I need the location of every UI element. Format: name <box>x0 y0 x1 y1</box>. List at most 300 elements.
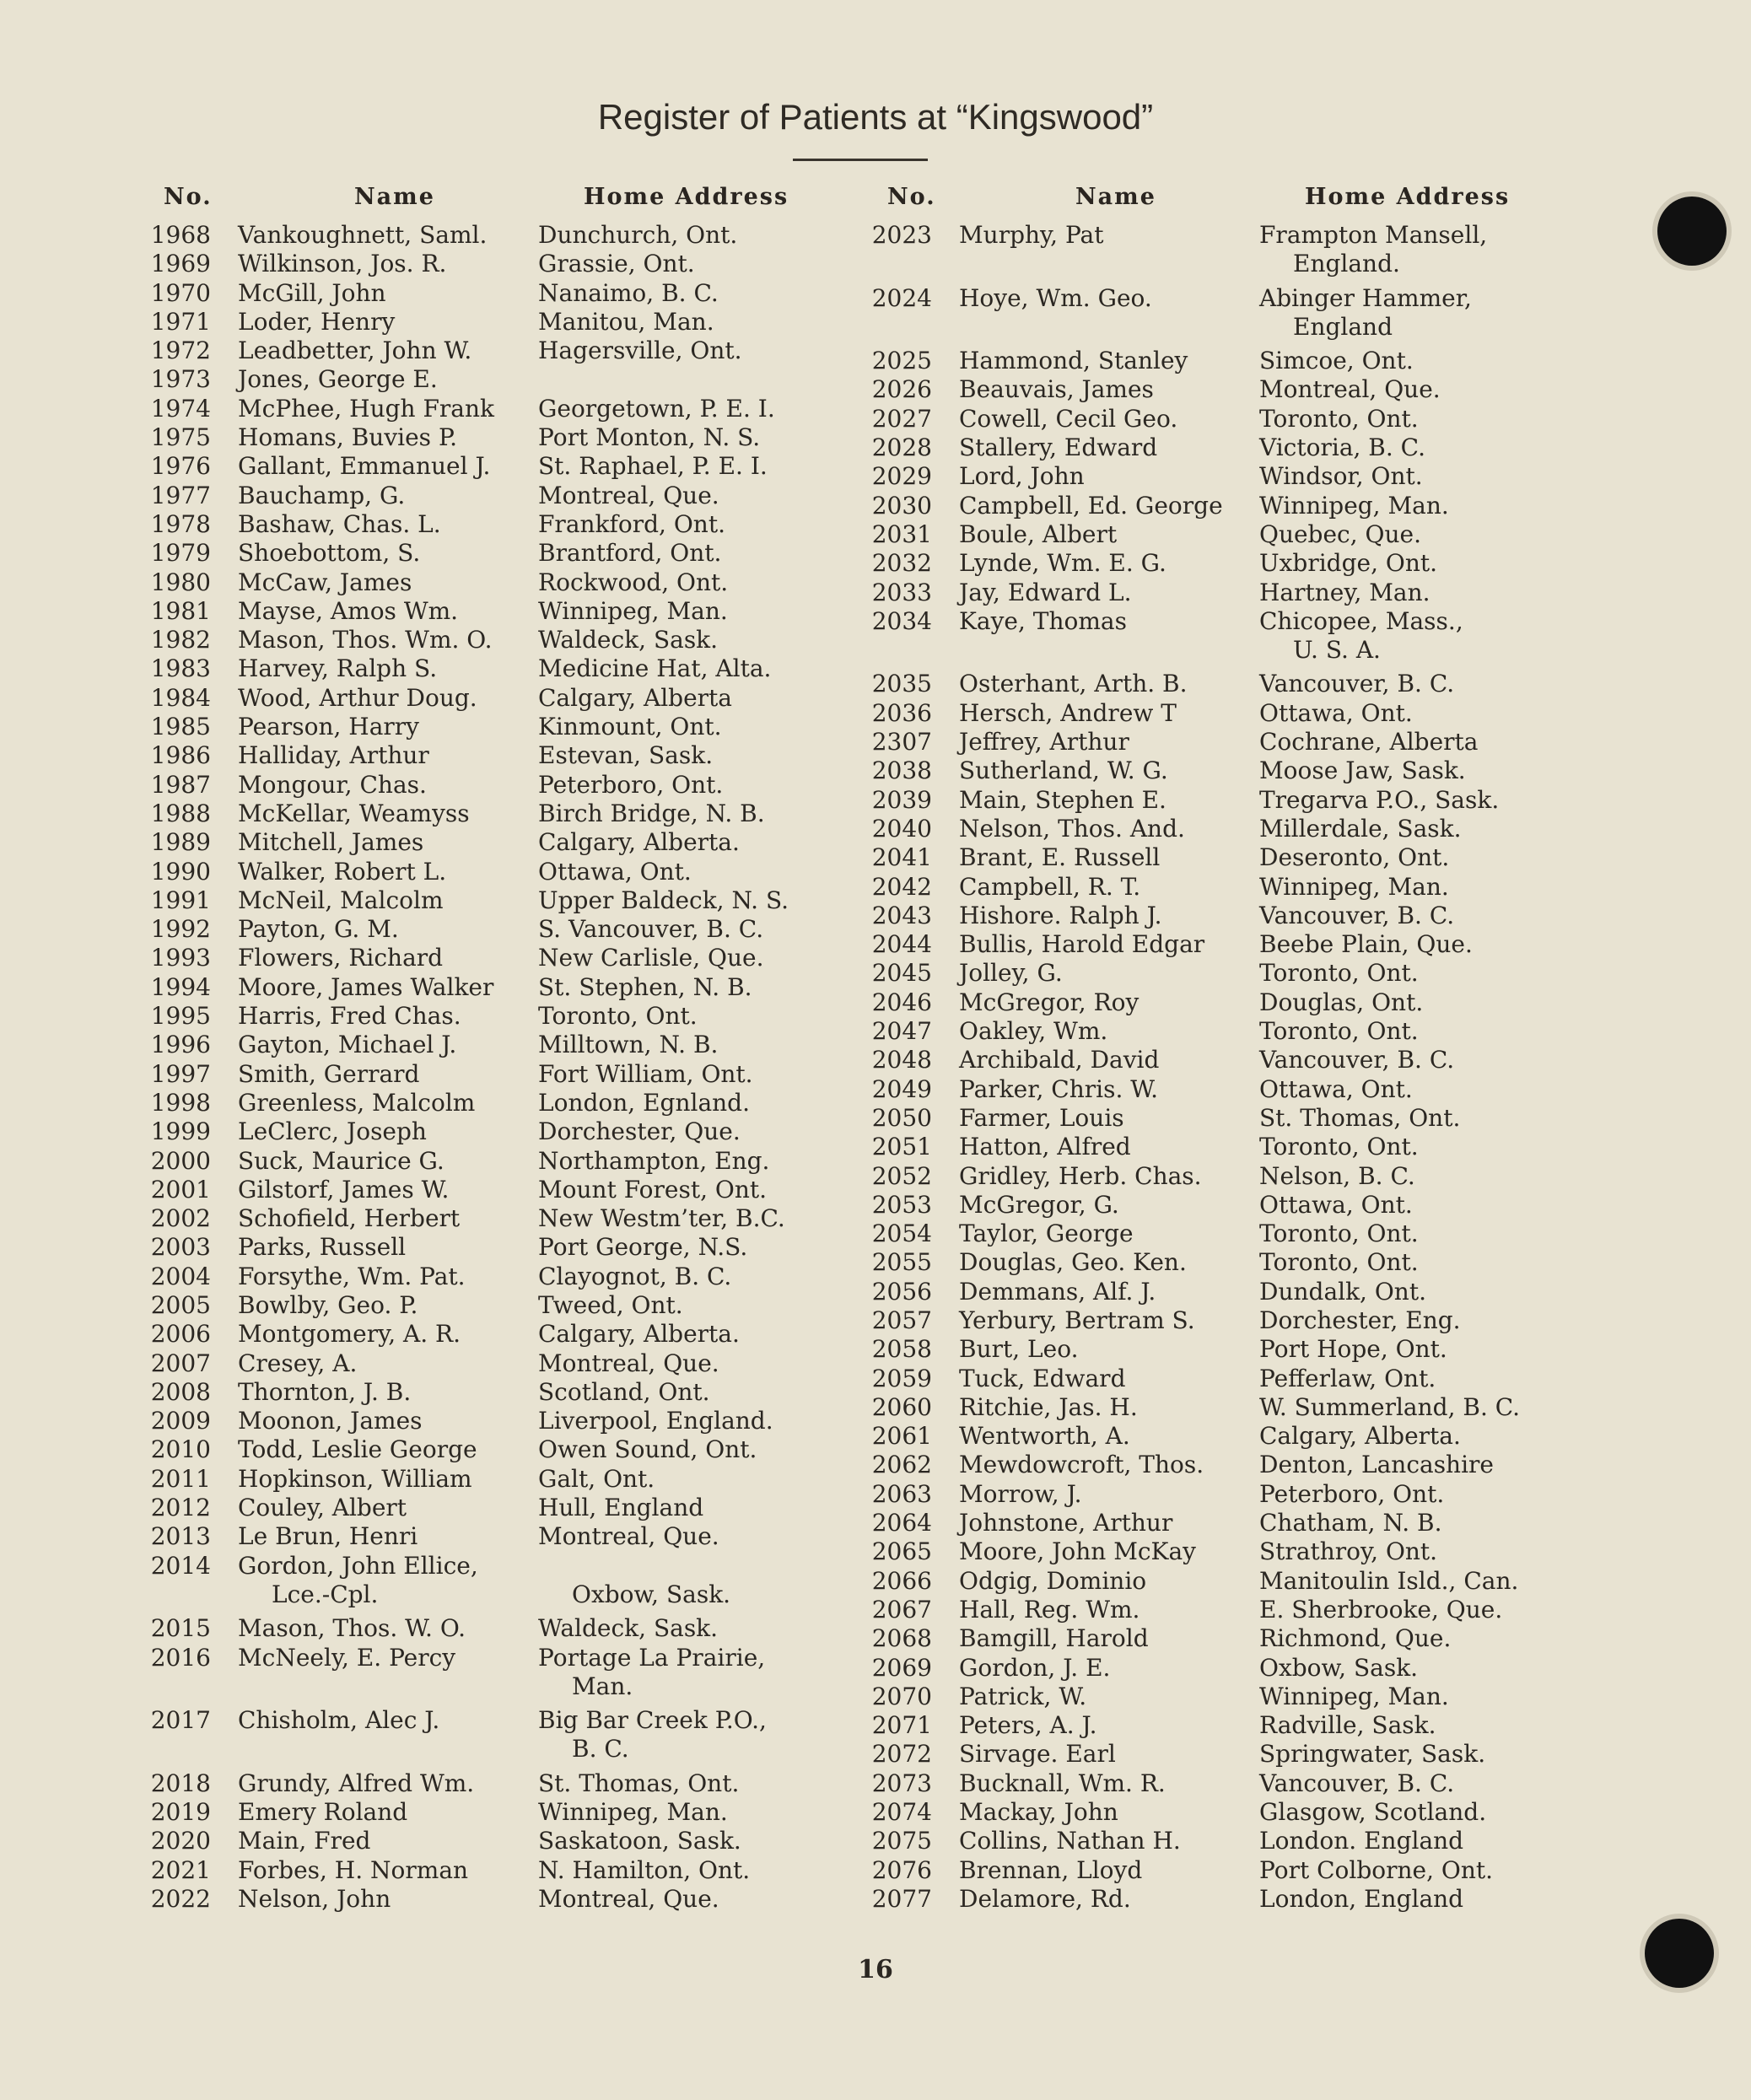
entry-number: 2054 <box>871 1220 932 1248</box>
register-row <box>856 520 1598 549</box>
register-row <box>135 1465 860 1494</box>
patient-name: Nelson, John <box>238 1884 391 1913</box>
register-row <box>135 365 860 394</box>
home-address: Radville, Sask. <box>1259 1711 1436 1740</box>
patient-name: Moonon, James <box>238 1407 423 1435</box>
patient-name: McGregor, Roy <box>959 988 1139 1016</box>
entry-number: 2026 <box>871 375 932 404</box>
entry-number: 1980 <box>150 568 211 596</box>
entry-number: 2013 <box>150 1522 211 1551</box>
entry-number: 2003 <box>150 1233 211 1262</box>
home-address: Pefferlaw, Ont. <box>1259 1364 1436 1392</box>
patient-name: McNeely, E. Percy <box>238 1643 456 1672</box>
entry-number: 2040 <box>871 814 932 843</box>
entry-number: 1994 <box>150 972 211 1001</box>
entry-number: 1987 <box>150 770 211 799</box>
register-row <box>856 786 1598 815</box>
register-row <box>856 930 1598 959</box>
home-address: Toronto, Ont. <box>1259 1133 1419 1161</box>
home-address: New Carlisle, Que. <box>538 944 764 972</box>
patient-name: Tuck, Edward <box>959 1364 1126 1392</box>
home-address: Ottawa, Ont. <box>1259 1074 1413 1103</box>
home-address: Grassie, Ont. <box>538 250 695 278</box>
register-row <box>856 1104 1598 1133</box>
home-address: Dundalk, Ont. <box>1259 1277 1426 1306</box>
home-address: Montreal, Que. <box>538 1884 719 1913</box>
register-row <box>856 492 1598 520</box>
home-address: Manitou, Man. <box>538 307 714 336</box>
entry-number: 2074 <box>871 1798 932 1827</box>
home-address: Northampton, Eng. <box>538 1146 770 1175</box>
register-row <box>135 423 860 452</box>
entry-number: 2017 <box>150 1706 211 1735</box>
patient-name: Mewdowcroft, Thos. <box>959 1451 1204 1479</box>
home-address: Rockwood, Ont. <box>538 568 729 596</box>
patient-name: Hall, Reg. Wm. <box>959 1595 1140 1623</box>
home-address: Vancouver, B. C. <box>1259 1046 1455 1074</box>
entry-number: 2031 <box>871 520 932 548</box>
home-address: Upper Baldeck, N. S. <box>538 886 789 914</box>
register-row <box>135 1522 860 1551</box>
home-address: Calgary, Alberta <box>538 683 732 712</box>
home-address: Toronto, Ont. <box>1259 404 1419 433</box>
patient-name: Farmer, Louis <box>959 1103 1124 1132</box>
page-number: 16 <box>858 1955 893 1984</box>
register-row <box>856 1856 1598 1885</box>
patient-name: Archibald, David <box>959 1046 1160 1074</box>
home-address: Toronto, Ont. <box>1259 1017 1419 1046</box>
patient-name: Bamgill, Harold <box>959 1624 1149 1653</box>
home-address: Peterboro, Ont. <box>1259 1479 1445 1508</box>
patient-name: Bullis, Harold Edgar <box>959 930 1205 959</box>
register-row <box>135 1002 860 1031</box>
register-row <box>135 250 860 278</box>
patient-name: Taylor, George <box>959 1220 1134 1248</box>
patient-name: Mitchell, James <box>238 828 424 857</box>
home-address: Denton, Lancashire <box>1259 1451 1495 1479</box>
patient-name: McKellar, Weamyss <box>238 799 470 827</box>
home-address: Moose Jaw, Sask. <box>1259 757 1466 785</box>
patient-name: Cresey, A. <box>238 1349 358 1377</box>
register-row <box>856 1769 1598 1798</box>
entry-number: 2048 <box>871 1046 932 1074</box>
patient-name: Gallant, Emmanuel J. <box>238 452 491 481</box>
entry-number: 1986 <box>150 741 211 770</box>
home-address: Dorchester, Que. <box>538 1117 741 1146</box>
entry-number: 1990 <box>150 857 211 886</box>
register-row <box>856 405 1598 433</box>
home-address: Toronto, Ont. <box>538 1002 698 1031</box>
patient-name: Demmans, Alf. J. <box>959 1277 1156 1306</box>
register-row <box>135 1644 860 1707</box>
entry-number: 2076 <box>871 1855 932 1884</box>
entry-number: 2049 <box>871 1074 932 1103</box>
register-row <box>856 607 1598 670</box>
home-address: London. England <box>1259 1827 1464 1855</box>
entry-number: 2029 <box>871 462 932 491</box>
register-row <box>856 670 1598 698</box>
register-row <box>135 510 860 539</box>
entry-number: 1976 <box>150 452 211 481</box>
register-row <box>856 1596 1598 1624</box>
right-column <box>856 184 1598 1914</box>
patient-name: Todd, Leslie George <box>238 1435 477 1464</box>
patient-name: Gordon, J. E. <box>959 1653 1111 1682</box>
register-row <box>856 1306 1598 1335</box>
register-row <box>856 988 1598 1017</box>
home-address: St. Thomas, Ont. <box>538 1769 740 1797</box>
entry-number: 2044 <box>871 930 932 959</box>
home-address: Calgary, Alberta. <box>538 828 740 857</box>
entry-number: 2042 <box>871 872 932 901</box>
entry-number: 2039 <box>871 785 932 814</box>
entry-number: 2066 <box>871 1566 932 1595</box>
home-address: Port Colborne, Ont. <box>1259 1855 1494 1884</box>
register-row <box>856 1798 1598 1827</box>
entry-number: 2063 <box>871 1479 932 1508</box>
entry-number: 2010 <box>150 1435 211 1464</box>
patient-name: Osterhant, Arth. B. <box>959 670 1188 698</box>
home-address: Winnipeg, Man. <box>1259 491 1449 520</box>
home-address: Estevan, Sask. <box>538 741 714 770</box>
home-address: Hartney, Man. <box>1259 578 1430 606</box>
register-row <box>856 1654 1598 1683</box>
entry-number: 2068 <box>871 1624 932 1653</box>
home-address-cont: England. <box>1293 250 1400 278</box>
patient-name: Jay, Edward L. <box>959 578 1132 606</box>
entry-number: 1998 <box>150 1088 211 1117</box>
register-row <box>856 221 1598 284</box>
home-address: Hagersville, Ont. <box>538 337 742 365</box>
patient-name: Oakley, Wm. <box>959 1017 1108 1046</box>
patient-name: Leadbetter, John W. <box>238 337 472 365</box>
entry-number: 2047 <box>871 1017 932 1046</box>
patient-name: Morrow, J. <box>959 1479 1082 1508</box>
entry-number: 2009 <box>150 1407 211 1435</box>
register-row <box>135 221 860 250</box>
home-address: Milltown, N. B. <box>538 1031 719 1059</box>
register-row <box>135 684 860 713</box>
register-row <box>135 337 860 365</box>
entry-number: 2051 <box>871 1133 932 1161</box>
register-row <box>856 1827 1598 1855</box>
register-row <box>135 828 860 857</box>
patient-name: Gridley, Herb. Chas. <box>959 1161 1202 1190</box>
register-row <box>135 741 860 770</box>
register-row <box>135 654 860 683</box>
register-row <box>856 284 1598 347</box>
patient-name: Forsythe, Wm. Pat. <box>238 1262 466 1290</box>
entry-number: 2061 <box>871 1422 932 1451</box>
home-address: Chicopee, Mass., <box>1259 606 1463 635</box>
home-address: Douglas, Ont. <box>1259 988 1424 1016</box>
home-address: Nanaimo, B. C. <box>538 278 719 307</box>
patient-name: Nelson, Thos. And. <box>959 814 1185 843</box>
home-address: Toronto, Ont. <box>1259 1248 1419 1277</box>
register-row <box>856 1278 1598 1306</box>
entry-number: 1970 <box>150 278 211 307</box>
entry-number: 2034 <box>871 606 932 635</box>
home-address: Quebec, Que. <box>1259 520 1421 548</box>
home-address-cont: Oxbow, Sask. <box>572 1580 731 1608</box>
patient-name: McNeil, Malcolm <box>238 886 444 914</box>
register-row <box>856 1451 1598 1479</box>
entry-number: 2064 <box>871 1509 932 1537</box>
patient-name-cont: Lce.-Cpl. <box>272 1580 379 1608</box>
home-address: Oxbow, Sask. <box>1259 1653 1419 1682</box>
register-row <box>135 597 860 626</box>
entry-number: 2018 <box>150 1769 211 1797</box>
entry-number: 2045 <box>871 959 932 988</box>
entry-number: 2023 <box>871 221 932 249</box>
home-address: Montreal, Que. <box>538 1349 719 1377</box>
entry-number: 1988 <box>150 799 211 827</box>
entry-number: 2055 <box>871 1248 932 1277</box>
home-address: Big Bar Creek P.O., <box>538 1706 767 1735</box>
entry-number: 2004 <box>150 1262 211 1290</box>
register-row <box>135 626 860 654</box>
patient-name: Hoye, Wm. Geo. <box>959 283 1152 312</box>
register-row <box>135 1706 860 1769</box>
header-address: Home Address <box>584 184 789 210</box>
patient-name: Parks, Russell <box>238 1233 407 1262</box>
register-row <box>856 1567 1598 1596</box>
entry-number: 1993 <box>150 944 211 972</box>
register-row <box>856 1740 1598 1769</box>
patient-name: Peters, A. J. <box>959 1711 1097 1740</box>
patient-name: Parker, Chris. W. <box>959 1074 1159 1103</box>
patient-name: Lord, John <box>959 462 1085 491</box>
entry-number: 1982 <box>150 626 211 654</box>
patient-name: Main, Stephen E. <box>959 785 1166 814</box>
entry-number: 2019 <box>150 1798 211 1827</box>
home-address: St. Stephen, N. B. <box>538 972 752 1001</box>
register-row <box>856 1683 1598 1711</box>
patient-name: Patrick, W. <box>959 1682 1087 1710</box>
register-row <box>135 1031 860 1059</box>
entry-number: 1992 <box>150 915 211 944</box>
register-row <box>856 699 1598 728</box>
patient-name: Le Brun, Henri <box>238 1522 418 1551</box>
register-row <box>856 1422 1598 1451</box>
patient-name: Halliday, Arthur <box>238 741 429 770</box>
home-address: Toronto, Ont. <box>1259 959 1419 988</box>
entry-number: 1974 <box>150 394 211 423</box>
entry-number: 1997 <box>150 1059 211 1088</box>
punch-hole <box>1657 197 1727 266</box>
patient-name: Jolley, G. <box>959 959 1063 988</box>
entry-number: 1984 <box>150 683 211 712</box>
home-address: Saskatoon, Sask. <box>538 1827 741 1855</box>
home-address: Port George, N.S. <box>538 1233 748 1262</box>
patient-name: Mason, Thos. W. O. <box>238 1614 466 1643</box>
entry-number: 2046 <box>871 988 932 1016</box>
entry-number: 2072 <box>871 1740 932 1769</box>
register-row <box>856 1046 1598 1074</box>
home-address: Vancouver, B. C. <box>1259 1769 1455 1797</box>
register-row <box>135 771 860 800</box>
header-name: Name <box>1075 184 1156 210</box>
patient-name: Wilkinson, Jos. R. <box>238 250 447 278</box>
patient-name: Gilstorf, James W. <box>238 1175 450 1203</box>
home-address: Winnipeg, Man. <box>1259 1682 1449 1710</box>
patient-name: Moore, John McKay <box>959 1537 1196 1566</box>
home-address: Uxbridge, Ont. <box>1259 549 1438 578</box>
register-row <box>856 1711 1598 1740</box>
home-address: Abinger Hammer, <box>1259 283 1472 312</box>
entry-number: 1972 <box>150 337 211 365</box>
home-address: Montreal, Que. <box>538 1522 719 1551</box>
entry-number: 2038 <box>871 757 932 785</box>
home-address: Windsor, Ont. <box>1259 462 1423 491</box>
patient-name: Walker, Robert L. <box>238 857 447 886</box>
entry-number: 2012 <box>150 1494 211 1522</box>
home-address: Clayognot, B. C. <box>538 1262 732 1290</box>
home-address: Richmond, Que. <box>1259 1624 1452 1653</box>
patient-name: Sirvage. Earl <box>959 1740 1116 1769</box>
patient-name: Moore, James Walker <box>238 972 494 1001</box>
register-row <box>856 873 1598 902</box>
entry-number: 1968 <box>150 221 211 249</box>
register-row <box>856 1075 1598 1104</box>
patient-name: Hatton, Alfred <box>959 1133 1131 1161</box>
home-address: London, Egnland. <box>538 1088 751 1117</box>
patient-name: Kaye, Thomas <box>959 606 1127 635</box>
home-address: Waldeck, Sask. <box>538 626 719 654</box>
page-title: Register of Patients at “Kingswood” <box>597 97 1154 137</box>
patient-name: Jeffrey, Arthur <box>959 728 1129 757</box>
home-address: Toronto, Ont. <box>1259 1220 1419 1248</box>
home-address: Vancouver, B. C. <box>1259 670 1455 698</box>
home-address: Waldeck, Sask. <box>538 1614 719 1643</box>
patient-name: Forbes, H. Norman <box>238 1855 469 1884</box>
patient-name: McGill, John <box>238 278 386 307</box>
home-address: Birch Bridge, N. B. <box>538 799 765 827</box>
register-row <box>135 973 860 1002</box>
entry-number: 2032 <box>871 549 932 578</box>
register-row <box>856 347 1598 375</box>
entry-number: 2052 <box>871 1161 932 1190</box>
home-address: Strathroy, Ont. <box>1259 1537 1438 1566</box>
patient-name: Grundy, Alfred Wm. <box>238 1769 475 1797</box>
register-row <box>856 1191 1598 1220</box>
register-row <box>856 549 1598 578</box>
home-address: Hull, England <box>538 1494 704 1522</box>
patient-name: Greenless, Malcolm <box>238 1088 476 1117</box>
register-row <box>135 1885 860 1914</box>
entry-number: 2030 <box>871 491 932 520</box>
entry-number: 2035 <box>871 670 932 698</box>
register-row <box>135 482 860 510</box>
patient-name: Campbell, R. T. <box>959 872 1141 901</box>
register-row <box>135 858 860 886</box>
register-row <box>135 1856 860 1885</box>
entry-number: 1973 <box>150 365 211 394</box>
patient-name: Chisholm, Alec J. <box>238 1706 440 1735</box>
home-address: St. Thomas, Ont. <box>1259 1103 1461 1132</box>
home-address: Mount Forest, Ont. <box>538 1175 768 1203</box>
home-address: Kinmount, Ont. <box>538 713 722 741</box>
home-address: Liverpool, England. <box>538 1407 773 1435</box>
home-address: W. Summerland, B. C. <box>1259 1392 1521 1421</box>
register-row <box>135 1204 860 1233</box>
register-row <box>135 395 860 423</box>
home-address: Manitoulin Isld., Can. <box>1259 1566 1519 1595</box>
register-row <box>135 1435 860 1464</box>
register-row <box>856 1480 1598 1509</box>
register-row <box>856 1537 1598 1566</box>
register-row <box>135 1320 860 1349</box>
entry-number: 2033 <box>871 578 932 606</box>
home-address: S. Vancouver, B. C. <box>538 915 764 944</box>
home-address: Springwater, Sask. <box>1259 1740 1486 1769</box>
patient-name: Collins, Nathan H. <box>959 1827 1181 1855</box>
register-row <box>135 1263 860 1291</box>
patient-name: Sutherland, W. G. <box>959 757 1168 785</box>
patient-name: Mayse, Amos Wm. <box>238 596 459 625</box>
entry-number: 1979 <box>150 539 211 568</box>
entry-number: 2065 <box>871 1537 932 1566</box>
entry-number: 2014 <box>150 1551 211 1580</box>
register-row <box>856 1365 1598 1393</box>
patient-name: Cowell, Cecil Geo. <box>959 404 1178 433</box>
patient-name: Suck, Maurice G. <box>238 1146 444 1175</box>
entry-number: 2041 <box>871 843 932 872</box>
home-address: Millerdale, Sask. <box>1259 814 1462 843</box>
patient-name: Odgig, Dominio <box>959 1566 1147 1595</box>
patient-name: Couley, Albert <box>238 1494 407 1522</box>
left-header-row <box>135 184 860 221</box>
patient-name: Mason, Thos. Wm. O. <box>238 626 493 654</box>
register-row <box>135 886 860 915</box>
home-address: Simcoe, Ont. <box>1259 347 1414 375</box>
register-row <box>856 843 1598 872</box>
home-address: Winnipeg, Man. <box>538 596 728 625</box>
home-address: Winnipeg, Man. <box>1259 872 1449 901</box>
register-row <box>856 902 1598 930</box>
entry-number: 1996 <box>150 1031 211 1059</box>
home-address: Chatham, N. B. <box>1259 1509 1442 1537</box>
entry-number: 2062 <box>871 1451 932 1479</box>
patient-name: Smith, Gerrard <box>238 1059 420 1088</box>
register-row <box>135 1147 860 1176</box>
entry-number: 1971 <box>150 307 211 336</box>
entry-number: 2067 <box>871 1595 932 1623</box>
patient-name: McPhee, Hugh Frank <box>238 394 494 423</box>
patient-name: Jones, George E. <box>238 365 438 394</box>
home-address: London, England <box>1259 1884 1464 1913</box>
register-row <box>135 944 860 972</box>
home-address: Owen Sound, Ont. <box>538 1435 757 1464</box>
register-row <box>135 1233 860 1262</box>
patient-name: Loder, Henry <box>238 307 396 336</box>
home-address: Ottawa, Ont. <box>1259 1190 1413 1219</box>
patient-name: LeClerc, Joseph <box>238 1117 427 1146</box>
entry-number: 2022 <box>150 1884 211 1913</box>
register-row <box>135 568 860 597</box>
register-row <box>856 375 1598 404</box>
entry-number: 2016 <box>150 1643 211 1672</box>
patient-name: Lynde, Wm. E. G. <box>959 549 1166 578</box>
header-no: No. <box>164 184 213 210</box>
home-address: Calgary, Alberta. <box>538 1320 740 1349</box>
patient-name: Bauchamp, G. <box>238 481 406 509</box>
patient-name: Beauvais, James <box>959 375 1154 404</box>
patient-name: Montgomery, A. R. <box>238 1320 461 1349</box>
home-address: Nelson, B. C. <box>1259 1161 1415 1190</box>
entry-number: 2053 <box>871 1190 932 1219</box>
punch-hole <box>1645 1919 1714 1988</box>
